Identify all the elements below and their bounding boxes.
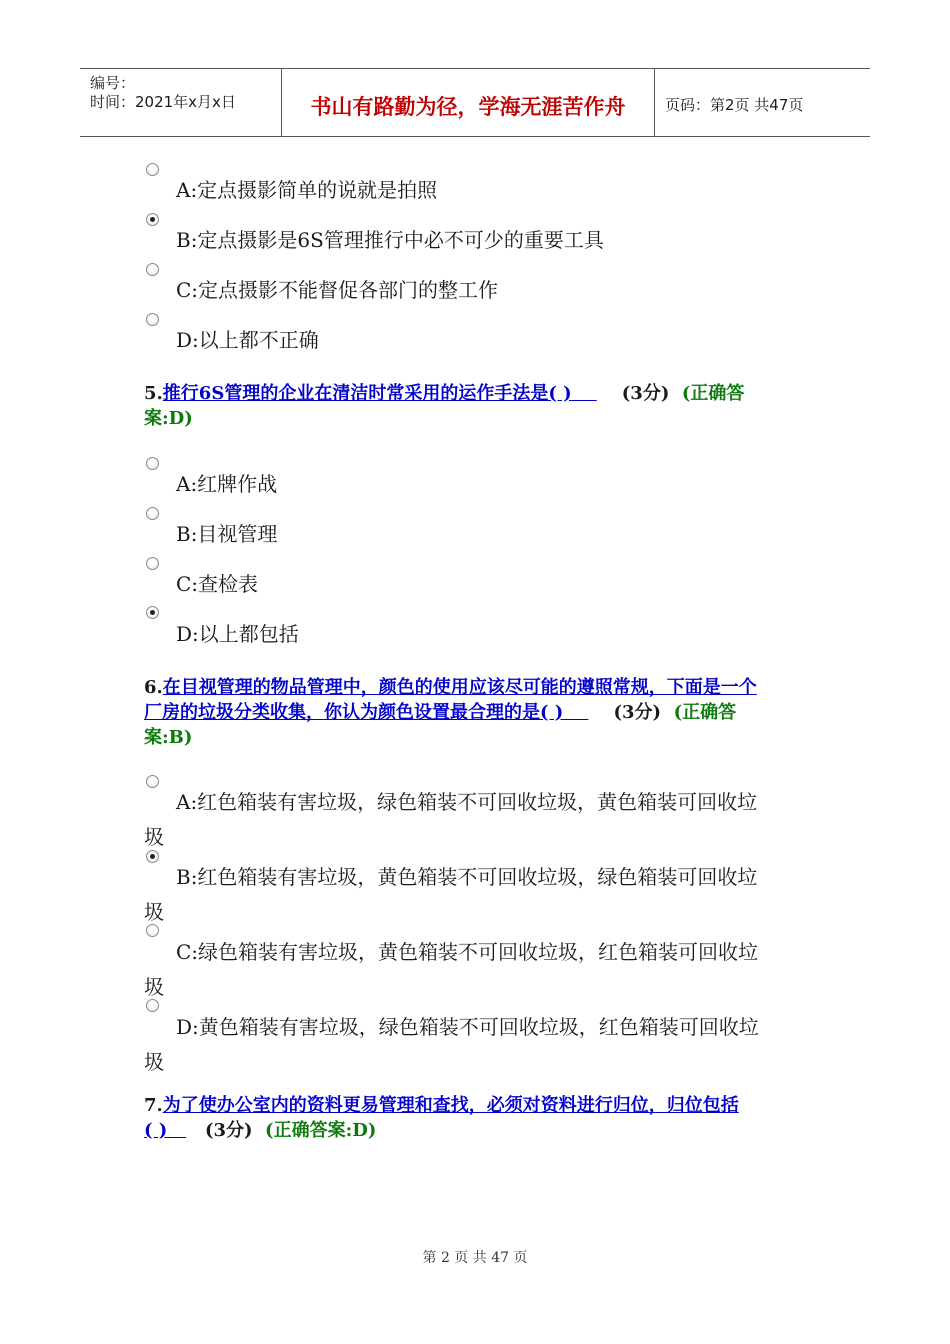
q5-line2 [144,406,193,431]
q5-answer-2: 案:D) [144,408,193,429]
q5-option-a-radio[interactable] [146,457,159,470]
q5-option-a: A:红牌作战 [176,472,278,496]
q6-option-b-radio[interactable] [146,850,159,863]
q6-option-c-cont: 圾 [144,975,164,999]
q6-option-b: B:红色箱装有害垃圾，黄色箱装不可回收垃圾，绿色箱装可回收垃 [176,865,758,889]
q5-option-d-radio[interactable] [146,606,159,619]
q5-option-c: C:查检表 [176,572,259,596]
header-motto-cell [282,69,655,136]
q6-option-b-cont: 圾 [144,900,164,924]
page-header [80,68,870,137]
q4-option-a: A:定点摄影简单的说就是拍照 [176,178,438,202]
q4-option-a-radio[interactable] [146,163,159,176]
q4-option-d-radio[interactable] [146,313,159,326]
q7-points: (3分) [204,1120,253,1141]
q6-option-d-radio[interactable] [146,999,159,1012]
time-label: 时间：2021年x月x日 [90,93,236,111]
q7-link-2[interactable]: ( ) [144,1120,168,1141]
q6-number: 6. [144,677,163,698]
q7-link-1[interactable]: 为了使办公室内的资料更易管理和查找，必须对资料进行归位，归位包括 [162,1095,739,1116]
q5-points: (3分) [621,383,670,404]
q6-option-d-cont: 圾 [144,1050,164,1074]
q7-line1 [144,1093,739,1118]
q4-option-b: B:定点摄影是6S管理推行中必不可少的重要工具 [176,228,604,252]
q5-option-b: B:目视管理 [176,522,278,546]
q6-line1 [144,675,757,700]
q4-option-d: D:以上都不正确 [176,328,319,352]
q6-link-1[interactable]: 在目视管理的物品管理中，颜色的使用应该尽可能的遵照常规，下面是一个 [162,677,757,698]
page-info: 页码：第2页 共47页 [665,96,804,114]
q6-option-a: A:红色箱装有害垃圾，绿色箱装不可回收垃圾，黄色箱装可回收垃 [176,790,758,814]
q7-answer: (正确答案:D) [265,1120,377,1141]
q4-option-c: C:定点摄影不能督促各部门的整工作 [176,278,499,302]
q4-option-b-radio[interactable] [146,213,159,226]
q6-link-2[interactable]: 厂房的垃圾分类收集，你认为颜色设置最合理的是( ) [144,702,564,723]
q6-option-c: C:绿色箱装有害垃圾，黄色箱装不可回收垃圾，红色箱装可回收垃 [176,940,759,964]
header-page-cell [655,69,870,136]
q6-option-d: D:黄色箱装有害垃圾，绿色箱装不可回收垃圾，红色箱装可回收垃 [176,1015,759,1039]
q6-line2 [144,700,736,725]
page-footer: 第 2 页 共 47 页 [422,1250,528,1266]
q5-line1 [144,381,744,406]
header-meta-cell [80,69,282,136]
motto: 书山有路勤为径，学海无涯苦作舟 [310,95,626,119]
q7-line2 [144,1118,376,1143]
q6-option-a-radio[interactable] [146,775,159,788]
q6-option-a-cont: 圾 [144,825,164,849]
q7-number: 7. [144,1095,163,1116]
q5-option-d: D:以上都包括 [176,622,299,646]
q5-answer-1: (正确答 [681,383,745,404]
q5-link[interactable]: 推行6S管理的企业在清洁时常采用的运作手法是( ) [162,383,572,404]
serial-label: 编号： [90,74,136,92]
q5-option-c-radio[interactable] [146,557,159,570]
q5-option-b-radio[interactable] [146,507,159,520]
q6-line3 [144,725,192,750]
q6-option-c-radio[interactable] [146,924,159,937]
q6-answer-1: (正确答 [673,702,737,723]
q5-number: 5. [144,383,163,404]
q4-option-c-radio[interactable] [146,263,159,276]
q6-points: (3分) [613,702,662,723]
q6-answer-2: 案:B) [144,727,193,748]
